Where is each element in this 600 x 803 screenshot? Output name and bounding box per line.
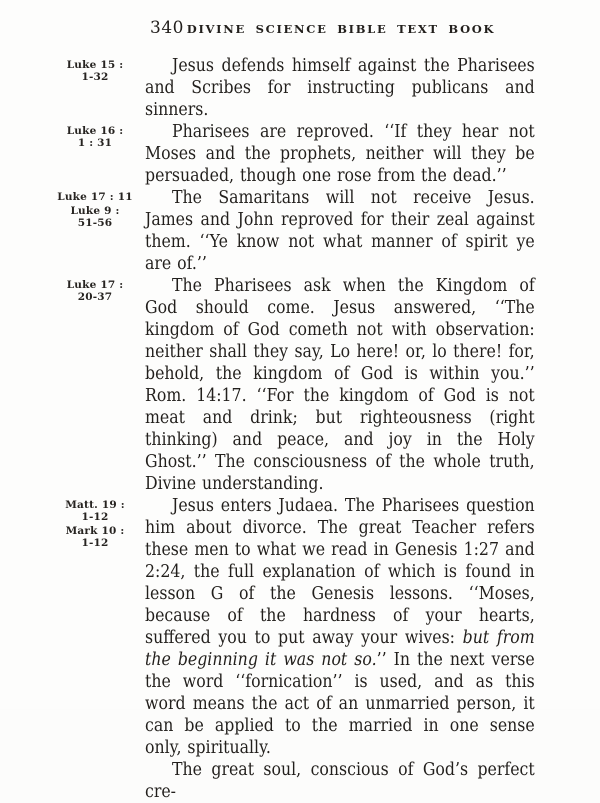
margin-references bbox=[45, 275, 145, 303]
page-number: 340 bbox=[150, 18, 184, 38]
scripture-reference-book: Luke 16 : bbox=[66, 125, 124, 137]
running-title: DIVINE SCIENCE BIBLE TEXT BOOK bbox=[186, 22, 496, 36]
scripture-reference-book: Luke 9 : bbox=[70, 205, 120, 217]
text-section bbox=[45, 495, 600, 759]
page-content bbox=[45, 55, 600, 803]
scripture-reference-verses: 1-12 bbox=[81, 537, 109, 549]
scripture-reference-verses: 20-37 bbox=[77, 291, 113, 303]
paragraph bbox=[145, 55, 535, 121]
text-section bbox=[45, 55, 600, 121]
text-section bbox=[45, 275, 600, 495]
scripture-reference-verses: 51-56 bbox=[77, 217, 113, 229]
italic-quote-text: but from the beginning it was not so. bbox=[145, 628, 535, 670]
scripture-reference bbox=[45, 205, 145, 229]
paragraph-text: Pharisees are reproved. ‘‘If they hear not Moses and the prophets, neither will they be persuaded, though one rose from the dead.’’ bbox=[145, 122, 535, 186]
scripture-reference-book: Luke 17 : 11 bbox=[57, 191, 133, 203]
paragraph-text: The Samaritans will not receive Jesus. James and John reproved for their zeal against them. ‘‘Ye know not what manner of spirit ye are of.’’ bbox=[145, 188, 535, 274]
paragraph-text: Jesus defends himself against the Pharisees and Scribes for instructing publicans and sinners. bbox=[145, 56, 535, 120]
scripture-reference bbox=[45, 125, 145, 149]
scripture-reference-verses: 1-12 bbox=[81, 511, 109, 523]
scripture-reference-book: Luke 17 : bbox=[66, 279, 124, 291]
paragraph bbox=[145, 759, 535, 803]
paragraph-text: Jesus enters Judaea. The Pharisees question him about divorce. The great Teacher refers these men to what we read in Genesis 1:27 and 2:24, the full explanation of which is found in lesson G of the Genesis lessons. ‘‘Moses, because of the hardness of your hearts, suffered you to put away your wives: bbox=[145, 496, 535, 648]
scripture-reference bbox=[45, 525, 145, 549]
scripture-reference-verses: 1-32 bbox=[81, 71, 109, 83]
scripture-reference bbox=[45, 279, 145, 303]
paragraph bbox=[145, 275, 535, 495]
scripture-reference bbox=[45, 499, 145, 523]
paragraph-text: The Pharisees ask when the Kingdom of God should come. Jesus answered, ‘‘The kingdom of God cometh not with observation: neither shall they say, Lo here! or, lo there! for, behold, the kingdom of God is within you.’’ Rom. 14:17. ‘‘For the kingdom of God is not meat and drink; but righteousness (right thinking) and peace, and joy in the Holy Ghost.’’ The consciousness of the whole truth, Divine understanding. bbox=[145, 276, 535, 494]
text-section bbox=[45, 759, 600, 803]
paragraph bbox=[145, 121, 535, 187]
margin-references bbox=[45, 121, 145, 149]
text-section bbox=[45, 187, 600, 275]
scripture-reference-verses: 1 : 31 bbox=[77, 137, 113, 149]
text-section bbox=[45, 121, 600, 187]
scripture-reference-book: Matt. 19 : bbox=[65, 499, 125, 511]
paragraph bbox=[145, 187, 535, 275]
scripture-reference-book: Luke 15 : bbox=[66, 59, 124, 71]
margin-references bbox=[45, 495, 145, 549]
paragraph bbox=[145, 495, 535, 759]
margin-references bbox=[45, 187, 145, 229]
paragraph-text: The great soul, conscious of God’s perfect cre- bbox=[145, 760, 535, 802]
margin-references bbox=[45, 759, 145, 763]
scripture-reference-book: Mark 10 : bbox=[65, 525, 125, 537]
margin-references bbox=[45, 55, 145, 83]
paragraph-text: ’’ In the next verse the word ‘‘fornication’’ is used, and as this word means the act of an unmarried person, it can be applied to the married in one sense only, spiritually. bbox=[145, 650, 535, 758]
page-header bbox=[145, 12, 537, 38]
scripture-reference bbox=[45, 191, 145, 203]
scripture-reference bbox=[45, 59, 145, 83]
